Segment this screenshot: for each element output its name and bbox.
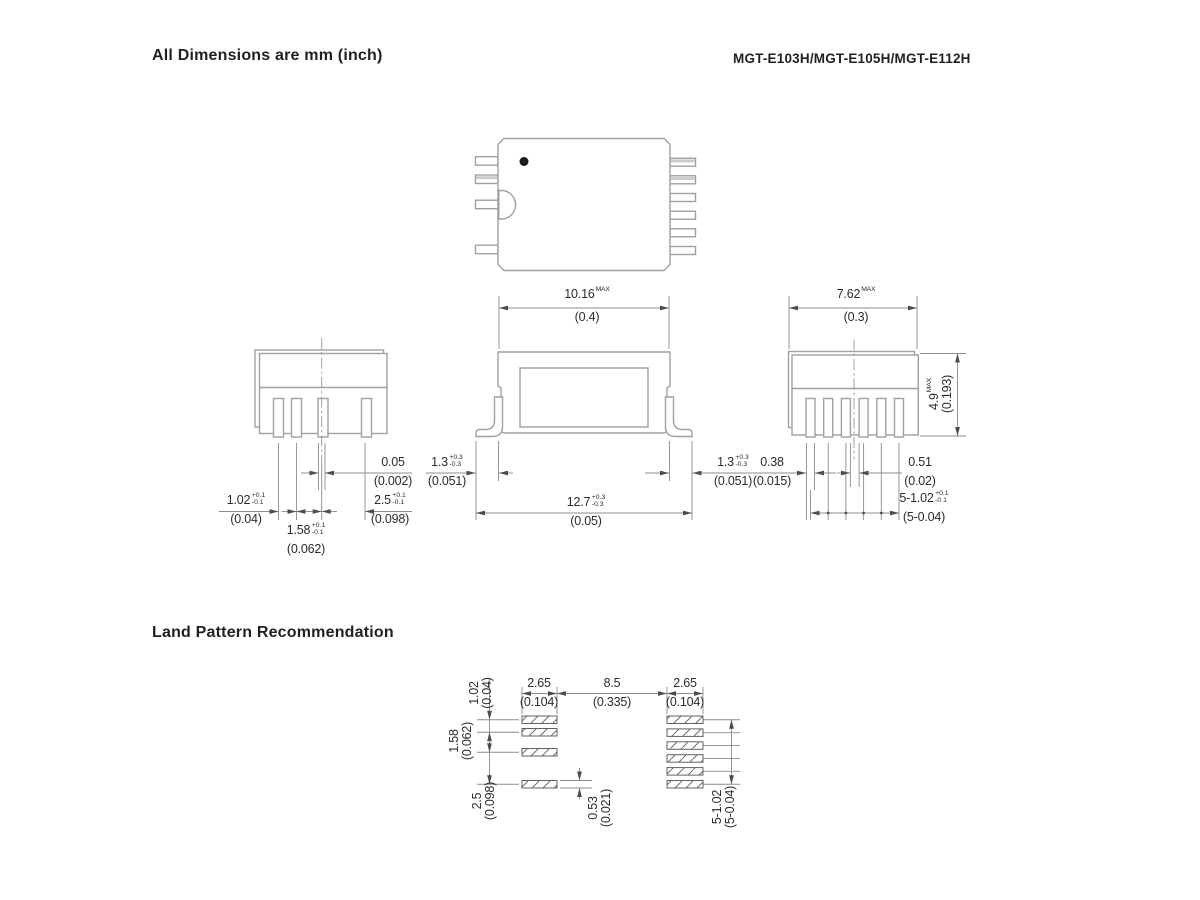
page-title: All Dimensions are mm (inch) (152, 47, 383, 64)
part-numbers: MGT-E103H/MGT-E105H/MGT-E112H (733, 51, 971, 66)
pad (667, 768, 703, 776)
top-view (476, 139, 696, 271)
pad (667, 755, 703, 763)
pad (522, 749, 557, 757)
dim-land-pad-width-right: 2.65 (0.104) (665, 676, 705, 709)
land-pads-right (667, 716, 703, 788)
dim-center-offset: 0.05 (0.002) (373, 455, 413, 488)
pad (522, 729, 557, 737)
side-view-left (255, 338, 387, 459)
dim-land-row-offset-3: 2.5 (0.098) (470, 781, 497, 821)
dim-land-row-offset-1: 1.02 (0.04) (467, 677, 494, 709)
dim-land-row-offset-2: 1.58 (0.062) (447, 721, 474, 761)
dim-foot-length-left: 1.3 +0.3 -0.3 (0.051) (427, 454, 467, 488)
dim-body-width: 10.16 MAX (0.4) (564, 286, 610, 324)
pad (667, 742, 703, 750)
pad (667, 781, 703, 789)
pad (522, 716, 557, 724)
pad (522, 781, 557, 789)
front-inner (520, 368, 648, 427)
side-view-right (789, 340, 919, 460)
front-view (476, 352, 692, 437)
dim-overall-width: 12.7 +0.3 -0.3 (0.05) (566, 494, 606, 528)
dim-lead-gap: 0.51 (0.02) (904, 455, 936, 488)
gullwing-lead-left (476, 397, 503, 437)
land-pads-left (522, 716, 557, 788)
dim-land-pad-span: 5-1.02 (5-0.04) (710, 785, 737, 829)
dim-pin-pitch-2: 1.58 +0.1 -0.1 (0.062) (286, 522, 326, 556)
dim-lead-span: 5-1.02 +0.1 -0.1 (5-0.04) (899, 490, 949, 524)
dim-body-height: 4.9 MAX (0.193) (926, 374, 954, 414)
dim-land-pad-width-left: 2.65 (0.104) (519, 676, 559, 709)
dim-pin-pitch-1: 1.02 +0.1 -0.1 (0.04) (226, 492, 266, 526)
land-pattern-title: Land Pattern Recommendation (152, 624, 394, 641)
gullwing-lead-right (666, 397, 693, 437)
dim-pin-pitch-3: 2.5 +0.1 -0.1 (0.098) (370, 492, 410, 526)
dim-foot-length-right: 1.3 +0.3 -0.3 (0.051) (713, 454, 753, 488)
pad (667, 729, 703, 737)
dim-land-column-gap: 8.5 (0.335) (592, 676, 632, 709)
dim-body-depth: 7.62 MAX (0.3) (836, 286, 876, 324)
dim-land-pad-height: 0.53 (0.021) (586, 788, 613, 828)
pin1-dot (520, 157, 529, 166)
dim-lead-width: 0.38 (0.015) (752, 455, 792, 488)
pad (667, 716, 703, 724)
